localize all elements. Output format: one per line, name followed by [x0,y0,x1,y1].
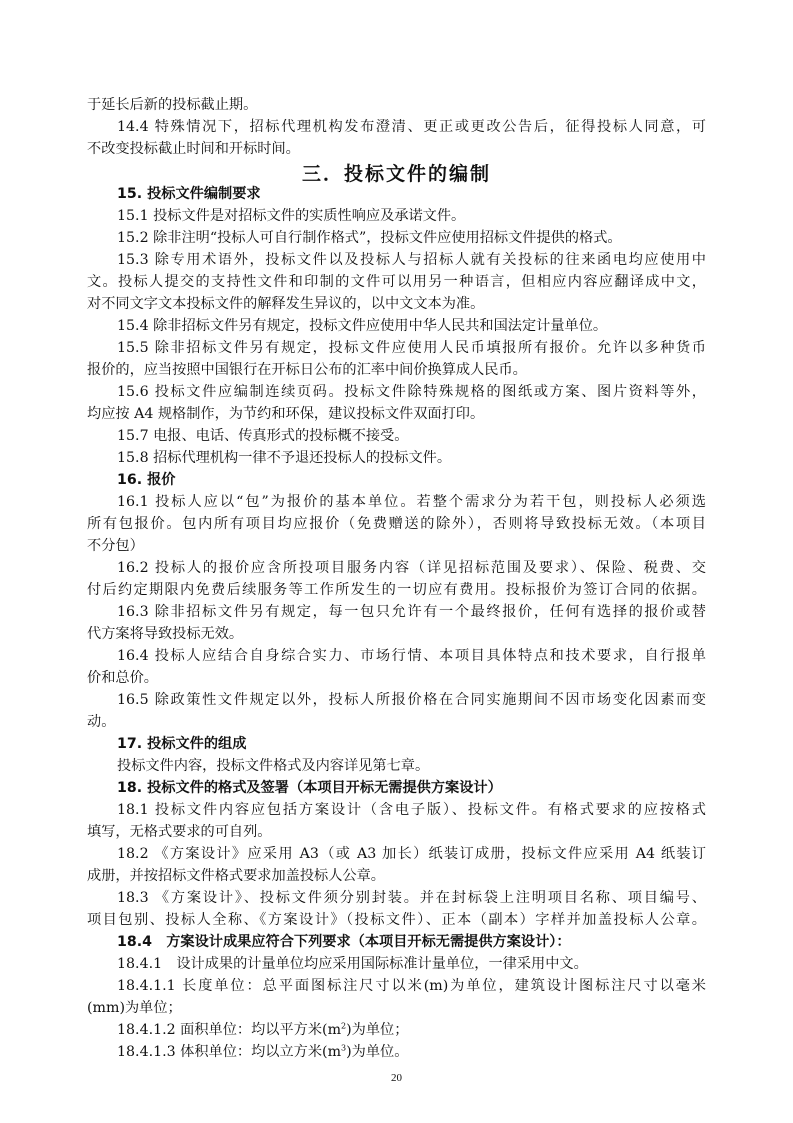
text-line: 不改变投标截止时间和开标时间。 [87,141,300,157]
text-line: 成册，并按招标文件格式要求加盖投标人公章。 [87,868,385,884]
subsection-heading: 15. 投标文件编制要求 [117,186,261,202]
subsection-heading: 18.4 方案设计成果应符合下列要求（本项目开标无需提供方案设计）： [117,934,571,950]
text-line: 价和总价。 [87,670,158,686]
text-line: 15.6 投标文件应编制连续页码。投标文件除特殊规格的图纸或方案、图片资料等外， [117,384,706,400]
text-line: 填写，无格式要求的可自列。 [87,824,272,840]
section-title: 三．投标文件的编制 [301,163,491,185]
text-line: 18.4.1 设计成果的计量单位均应采用国际标准计量单位，一律采用中文。 [117,956,588,972]
text-line: 15.7 电报、电话、传真形式的投标概不接受。 [117,428,409,444]
text-line: 付后约定期限内免费后续服务等工作所发生的一切应有费用。投标报价为签订合同的依据。 [87,582,706,598]
text-line: 15.2 除非注明“投标人可自行制作格式”，投标文件应使用招标文件提供的格式。 [117,230,622,246]
text-line: 15.8 招标代理机构一律不予退还投标人的投标文件。 [117,450,452,466]
text-line: 均应按 A4 规格制作，为节约和环保，建议投标文件双面打印。 [87,406,485,422]
text-line: 16.3 除非招标文件另有规定，每一包只允许有一个最终报价，任何有选择的报价或替 [117,604,706,620]
text-run: 18.4.1.3 体积单位：均以立方米(m [117,1044,342,1060]
page-number: 20 [391,1072,402,1084]
text-run: )为单位； [346,1022,409,1038]
text-line: 16.4 投标人应结合自身综合实力、市场行情、本项目具体特点和技术要求，自行报单 [117,648,706,664]
superscript: 3 [341,1043,347,1053]
text-line: 15.1 投标文件是对招标文件的实质性响应及承诺文件。 [117,208,466,224]
text-line: 动。 [87,714,116,730]
text-line: 报价的，应当按照中国银行在开标日公布的汇率中间价换算成人民币。 [87,362,527,378]
text-line: 文。投标人提交的支持性文件和印制的文件可以用另一种语言，但相应内容应翻译成中文， [87,274,706,290]
text-line: 15.4 除非招标文件另有规定，投标文件应使用中华人民共和国法定计量单位。 [117,318,608,334]
text-line: 所有包报价。包内所有项目均应报价（免费赠送的除外），否则将导致投标无效。（本项目 [87,516,706,532]
subsection-heading: 18. 投标文件的格式及签署（本项目开标无需提供方案设计） [117,780,502,796]
text-line: 16.2 投标人的报价应含所投项目服务内容（详见招标范围及要求）、保险、税费、交 [117,560,706,576]
text-line: 18.2 《方案设计》应采用 A3（或 A3 加长）纸装订成册，投标文件应采用 A4 纸装订 [117,846,706,862]
text-line: 项目包别、投标人全称、《方案设计》（投标文件）、正本（副本）字样并加盖投标人公章。 [87,912,706,928]
text-line: 于延长后新的投标截止期。 [87,97,258,113]
text-run: )为单位。 [346,1044,409,1060]
text-line: 18.1 投标文件内容应包括方案设计（含电子版）、投标文件。有格式要求的应按格式 [117,802,706,818]
subsection-heading: 16. 报价 [117,472,176,488]
superscript: 2 [341,1021,347,1031]
text-line: 对不同文字文本投标文件的解释发生异议的，以中文文本为准。 [87,296,485,312]
text-line: 15.5 除非招标文件另有规定，投标文件应使用人民币填报所有报价。允许以多种货币 [117,340,706,356]
subsection-heading: 17. 投标文件的组成 [117,736,247,752]
text-line: 18.4.1.1 长度单位：总平面图标注尺寸以米(m)为单位，建筑设计图标注尺寸以毫米 [117,978,706,994]
text-run: 18.4.1.2 面积单位：均以平方米(m [117,1022,342,1038]
text-line: 18.3 《方案设计》、投标文件须分别封装。并在封标袋上注明项目名称、项目编号、 [117,890,706,906]
text-line: (mm)为单位； [87,1000,182,1016]
text-line: 14.4 特殊情况下，招标代理机构发布澄清、更正或更改公告后，征得投标人同意，可 [117,119,706,135]
text-line: 不分包） [87,538,144,554]
text-line: 16.5 除政策性文件规定以外，投标人所报价格在合同实施期间不因市场变化因素而变 [117,692,706,708]
text-line: 15.3 除专用术语外，投标文件以及投标人与招标人就有关投标的往来函电均应使用中 [117,252,706,268]
text-line [117,1020,408,1040]
text-line: 代方案将导致投标无效。 [87,626,244,642]
text-line: 投标文件内容，投标文件格式及内容详见第七章。 [117,758,430,774]
text-line: 16.1 投标人应以“包”为报价的基本单位。若整个需求分为若干包，则投标人必须选 [117,494,706,510]
text-line [117,1042,408,1062]
